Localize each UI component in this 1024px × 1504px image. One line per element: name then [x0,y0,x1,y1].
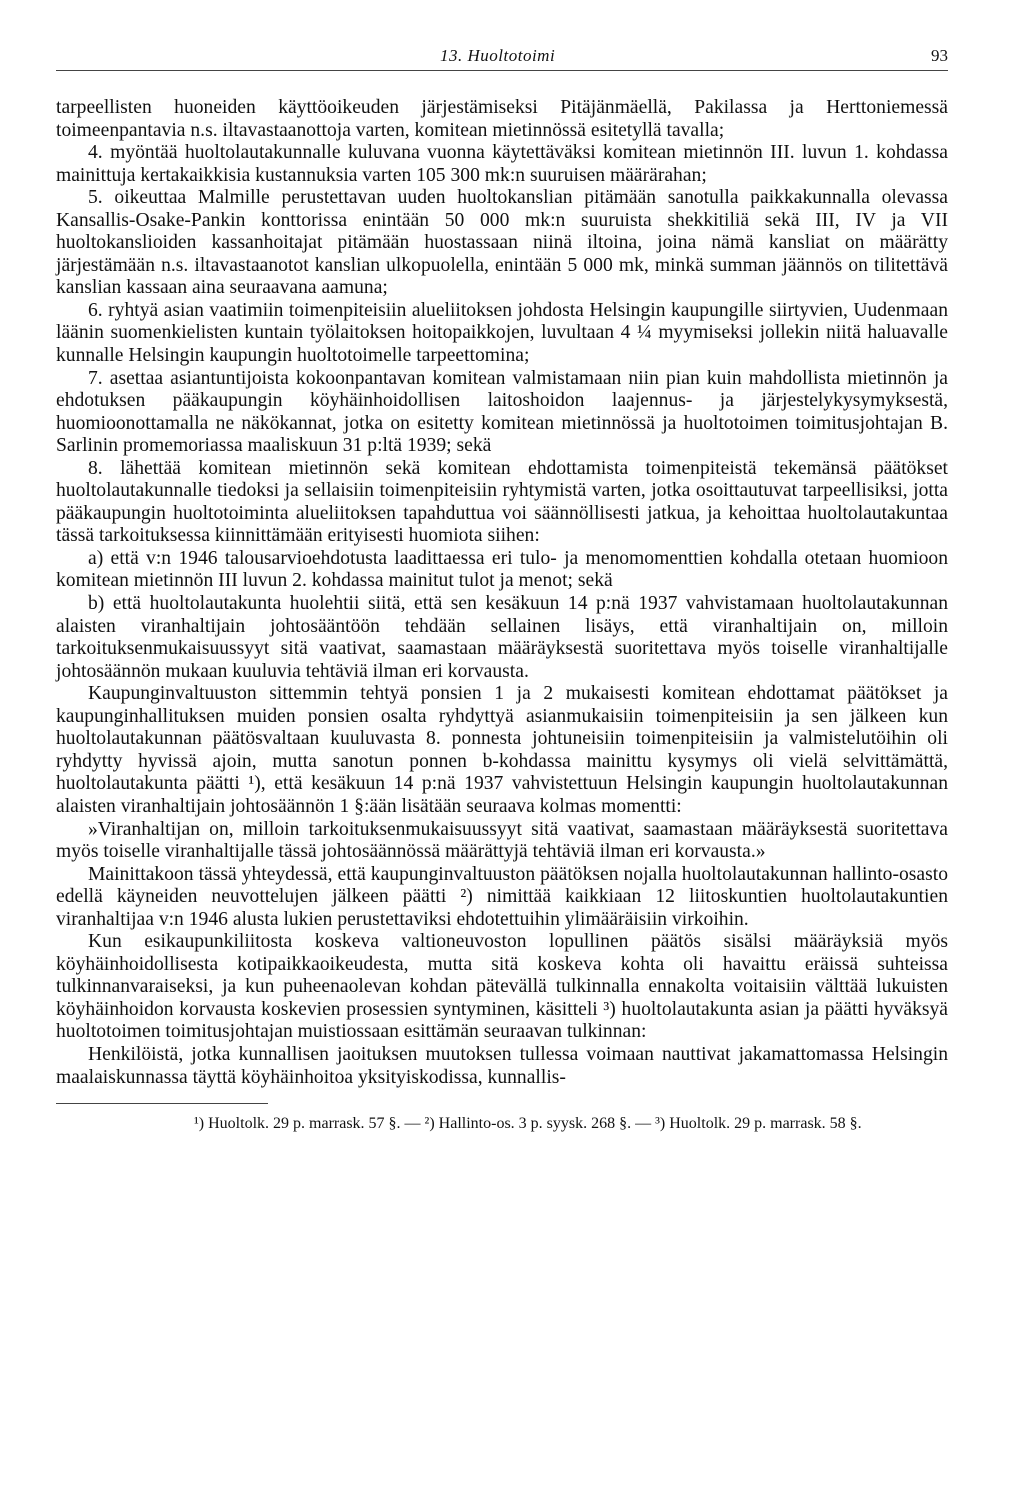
paragraph: Kun esikaupunkiliitosta koskeva valtioneuvoston lopullinen päätös sisälsi määräyksiä myös köyhäinhoidollisesta kotipaikkaoikeudesta, mutta sitä koskeva kohta oli havaittu eräissä suhteissa tulkinnanvaraiseksi, ja kun puheenaolevan kohdan pätevällä tulkinnalla ennakolta voitaisiin välttää lukuisten köyhäinhoidon korvausta koskevien prosessien syntyminen, käsitteli ³) huoltolautakunta asian ja päätti hyväksyä huoltotoimen toimitusjohtajan muistiossaan esittämän seuraavan tulkinnan: [56,931,948,1043]
paragraph: 8. lähettää komitean mietinnön sekä komitean ehdottamista toimenpiteistä tekemänsä päätökset huoltolautakunnalle tiedoksi ja sellaisiin toimenpiteisiin ryhtymistä varten, jotka osoittautuvat tarpeellisiksi, jotta pääkaupungin huoltotoiminta alueliitoksen tapahduttua voi säännöllisesti jatkua, ja kehoittaa huoltolautakuntaa tässä tarkoituksessa kiinnittämään erityisesti huomiota siihen: [56,457,948,547]
paragraph: 5. oikeuttaa Malmille perustettavan uuden huoltokanslian pitämään sanotulla paikkakunnalla olevassa Kansallis-Osake-Pankin konttorissa enintään 50 000 mk:n suuruista shekkitiliä sekä III, IV ja VII huoltokanslioiden kassanhoitajat pitämään huostassaan niinä iltoina, joina nämä kansliat on määrätty järjestämään n.s. iltavastaanotot kanslian ulkopuolella, enintään 5 000 mk, minkä summan jäännös on tilitettävä kanslian kassaan aina seuraavana aamuna; [56,187,948,299]
paragraph: a) että v:n 1946 talousarvioehdotusta laadittaessa eri tulo- ja menomomenttien kohdalla otetaan huomioon komitean mietinnön III luvun 2. kohdassa mainitut tulot ja menot; sekä [56,547,948,592]
page [56,40,948,1134]
paragraph: Mainittakoon tässä yhteydessä, että kaupunginvaltuuston päätöksen nojalla huoltolautakunnan hallinto-osasto edellä käyneiden neuvottelujen jälkeen päätti ²) nimittää kaikkiaan 12 liitoskuntien huoltolautakuntien viranhaltijaa v:n 1946 alusta lukien perustettaviksi ehdotettuihin ylimääräisiin virkoihin. [56,863,948,930]
paragraph: Henkilöistä, jotka kunnallisen jaoituksen muutoksen tullessa voimaan nauttivat jakamattomassa Helsingin maalaiskunnassa täyttä köyhäinhoitoa yksityiskodissa, kunnallis- [56,1043,948,1088]
paragraph: 6. ryhtyä asian vaatimiin toimenpiteisiin alueliitoksen johdosta Helsingin kaupungille siirtyvien, Uudenmaan läänin suomenkielisten kuntain työlaitoksen hoitopaikkojen, luvultaan 4 ¼ myymiseksi jollekin niitä haluavalle kunnalle Helsingin kaupungin huoltotoimelle tarpeettomina; [56,299,948,367]
running-header [56,40,948,71]
paragraph: tarpeellisten huoneiden käyttöoikeuden järjestämiseksi Pitäjänmäellä, Pakilassa ja Herttoniemessä toimeenpantavia n.s. iltavastaanottoja varten, komitean mietinnössä esitetyllä tavalla; [56,97,948,141]
paragraph: 4. myöntää huoltolautakunnalle kuluvana vuonna käytettäväksi komitean mietinnön III. luvun 1. kohdassa mainittuja kertakaikkisia kustannuksia varten 105 300 mk:n suuruisen määrärahan; [56,142,948,186]
paragraph: Kaupunginvaltuuston sittemmin tehtyä ponsien 1 ja 2 mukaisesti komitean ehdottamat päätökset ja kaupunginhallituksen muiden ponsien osalta ryhdyttyä asianmukaisiin toimenpiteisiin ja sen jälkeen kun huoltolautakunnan päätösvaltaan kuuluvasta 8. ponnesta johtuneisiin toimenpiteisiin ja valmistelutöihin oli ryhdytty hyvissä ajoin, mutta sanotun ponnen b-kohdassa mainittu kysymys oli vielä selvittämättä, huoltolautakunta päätti ¹), että kesäkuun 14 p:nä 1937 vahvistettuun Helsingin kaupungin huoltolautakunnan alaisten viranhaltijain johtosäännön 1 §:ään lisätään seuraava kolmas momentti: [56,683,948,817]
chapter-title: 13. Huoltotoimi [440,46,556,65]
body-text [56,97,948,1089]
footnotes: ¹) Huoltolk. 29 p. marrask. 57 §. — ²) Hallinto-os. 3 p. syysk. 268 §. — ³) Huoltolk. 29 p. marrask. 58 §. [194,1115,862,1133]
page-number: 93 [931,46,948,65]
quoted-paragraph: »Viranhaltijan on, milloin tarkoituksenmukaisuussyyt sitä vaativat, saamastaan määräyksestä suoritettava myös toiselle viranhaltijalle tässä johtosäännössä määrättyjä tehtäviä ilman eri korvausta.» [56,818,948,863]
footnote-rule [56,1103,268,1104]
paragraph: 7. asettaa asiantuntijoista kokoonpantavan komitean valmistamaan niin pian kuin mahdollista mietinnön ja ehdotuksen pääkaupungin köyhäinhoidollisen laitoshoidon laajennus- ja järjestelykysymyksestä, huomioonottamalla ne näkökannat, jotka on esitetty komitean mietinnössä ja huoltotoimen toimitusjohtajan B. Sarlinin promemoriassa maaliskuun 31 p:ltä 1939; sekä [56,367,948,457]
paragraph: b) että huoltolautakunta huolehtii siitä, että sen kesäkuun 14 p:nä 1937 vahvistamaan huoltolautakunnan alaisten viranhaltijain johtosääntöön tehdään sellainen lisäys, että viranhaltijain on, milloin tarkoituksenmukaisuussyyt sitä vaativat, saamastaan määräyksestä suoritettava myös toiselle viranhaltijalle johtosäännön mukaan kuuluvia tehtäviä ilman eri korvausta. [56,593,948,682]
